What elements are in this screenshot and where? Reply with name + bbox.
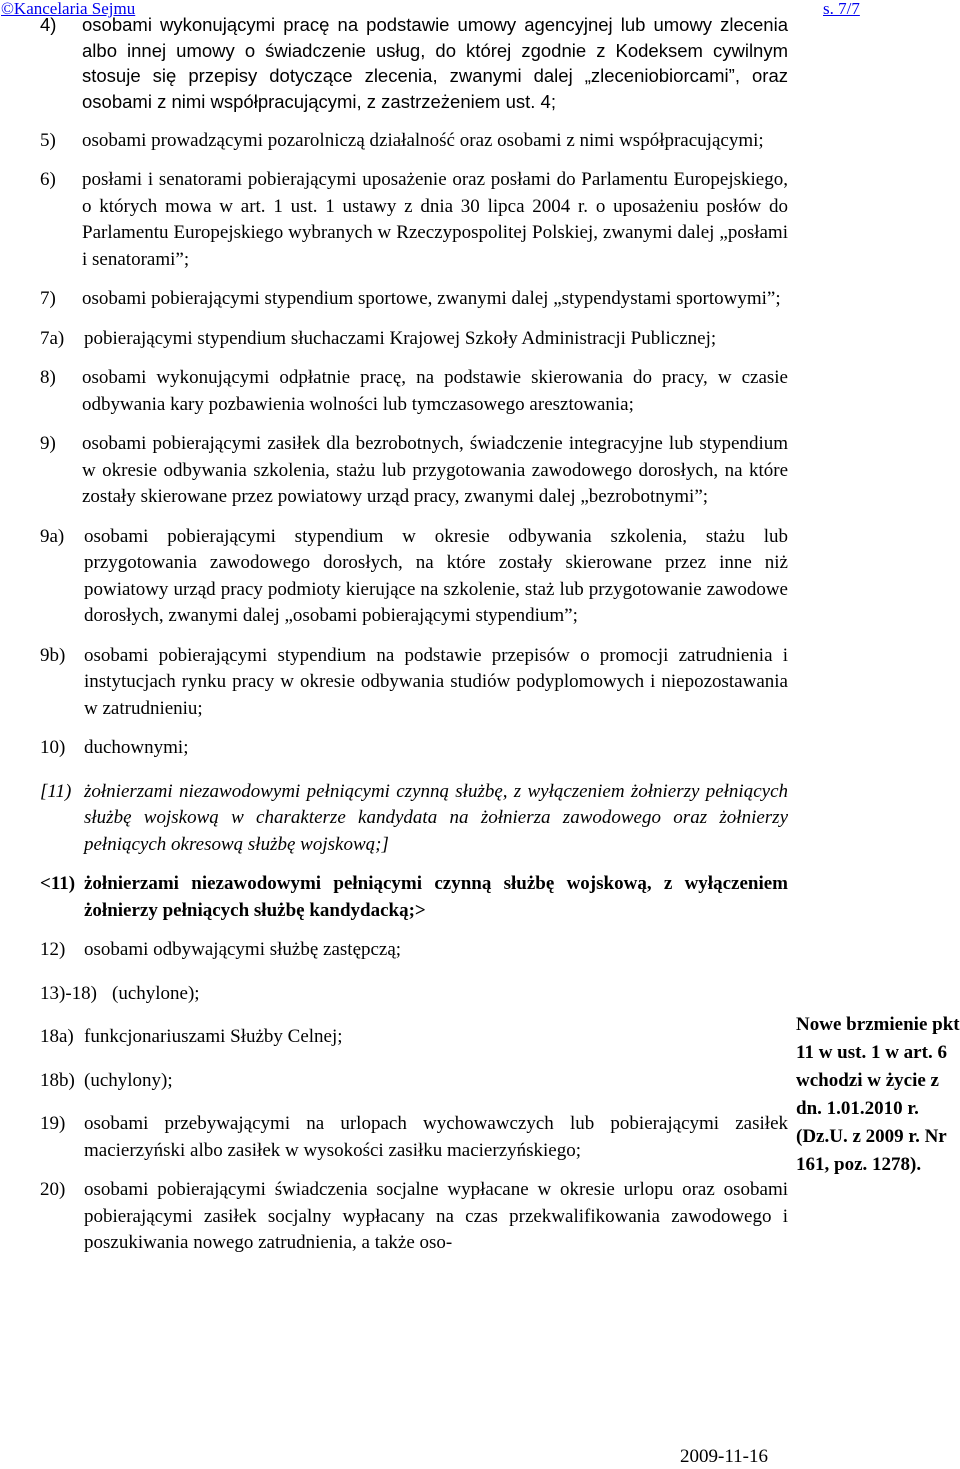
list-item-7a	[40, 326, 788, 353]
list-item-18b	[40, 1068, 788, 1095]
list-item-8	[40, 365, 788, 418]
item-number: 13)-18)	[40, 982, 97, 1004]
amendment-side-note: Nowe brzmienie pkt 11 w ust. 1 w art. 6 wchodzi w życie z dn. 1.01.2010 r. (Dz.U. z 2009 r. Nr 161, poz. 1278).	[796, 1014, 960, 1175]
footer-date: 2009-11-16	[680, 1446, 768, 1467]
list-item-9b	[40, 643, 788, 723]
item-number: 18b)	[40, 1069, 75, 1091]
header-publisher-link[interactable]: ©Kancelaria Sejmu	[1, 0, 136, 18]
item-text: (uchylone);	[112, 982, 200, 1004]
item-text: osobami prowadzącymi pozarolniczą działalność oraz osobami z nimi współpracującymi;	[82, 129, 764, 151]
item-number: 4)	[40, 14, 57, 35]
item-number: <11)	[40, 873, 76, 895]
item-number: 20)	[40, 1179, 66, 1201]
item-text: żołnierzami niezawodowymi pełniącymi czynną służbę wojskową, z wyłączeniem żołnierzy pełniących służbę kandydacką;>	[84, 873, 788, 921]
list-item-13-18	[40, 981, 788, 1008]
item-number: 9a)	[40, 525, 65, 547]
list-item-18a	[40, 1024, 788, 1051]
item-number: 12)	[40, 939, 66, 961]
item-number: 5)	[40, 129, 56, 151]
list-item-4	[40, 12, 788, 115]
item-text: osobami przebywającymi na urlopach wychowawczych lub pobierającymi zasiłek macierzyński albo zasiłek w wysokości zasiłku macierzyńskiego;	[84, 1113, 788, 1161]
header-page-number-link[interactable]: s. 7/7	[823, 0, 860, 18]
list-item-7	[40, 286, 788, 313]
item-number: [11)	[40, 780, 72, 802]
item-number: 8)	[40, 367, 56, 389]
list-item-11-old	[40, 779, 788, 859]
item-number: 6)	[40, 169, 56, 191]
item-number: 7a)	[40, 327, 65, 349]
list-item-10	[40, 735, 788, 762]
item-number: 9b)	[40, 644, 66, 666]
item-text: osobami wykonującymi odpłatnie pracę, na podstawie skierowania do pracy, w czasie odbywania kary pozbawienia wolności lub tymczasowego aresztowania;	[82, 367, 788, 415]
list-item-20	[40, 1177, 788, 1257]
item-text: duchownymi;	[84, 737, 189, 759]
item-text: osobami pobierającymi świadczenia socjalne wypłacane w okresie urlopu oraz osobami pobierającymi zasiłek socjalny wypłacany na czas przekwalifikowania zawodowego i poszukiwania nowego zatrudnienia, a także oso-	[84, 1179, 788, 1254]
item-text: osobami pobierającymi zasiłek dla bezrobotnych, świadczenie integracyjne lub stypendium w okresie odbywania szkolenia, stażu lub przygotowania zawodowego dorosłych, na które zostały skierowane przez powiatowy urząd pracy, zwanymi dalej „bezrobotnymi”;	[82, 433, 788, 508]
list-item-9	[40, 431, 788, 511]
item-number: 7)	[40, 288, 56, 310]
item-text: osobami wykonującymi pracę na podstawie umowy agencyjnej lub umowy zlecenia albo innej umowy o świadczenie usług, do której zgodnie z Kodeksem cywilnym stosuje się przepisy dotyczące zlecenia, zwanymi dalej „zleceniobiorcami”, oraz osobami z nimi współpracującymi, z zastrzeżeniem ust. 4;	[82, 14, 788, 113]
list-item-5	[40, 128, 788, 155]
item-text: pobierającymi stypendium słuchaczami Krajowej Szkoły Administracji Publicznej;	[84, 327, 717, 349]
list-item-11-new	[40, 871, 788, 924]
item-text: osobami pobierającymi stypendium sportowe, zwanymi dalej „stypendystami sportowymi”;	[82, 288, 781, 310]
item-number: 19)	[40, 1113, 66, 1135]
item-text: osobami pobierającymi stypendium na podstawie przepisów o promocji zatrudnienia i instytucjach rynku pracy w okresie odbywania studiów podyplomowych i niepozostawania w zatrudnieniu;	[84, 644, 788, 719]
item-text: żołnierzami niezawodowymi pełniącymi czynną służbę, z wyłączeniem żołnierzy pełniących służbę wojskową w charakterze kandydata na żołnierza zawodowego oraz żołnierzy pełniących okresową służbę wojskową;]	[84, 780, 788, 855]
provision-list	[40, 12, 788, 1270]
list-item-19	[40, 1111, 788, 1164]
list-item-9a	[40, 524, 788, 630]
item-text: funkcjonariuszami Służby Celnej;	[84, 1026, 343, 1048]
item-number: 18a)	[40, 1026, 74, 1048]
item-text: (uchylony);	[84, 1069, 173, 1091]
item-number: 10)	[40, 737, 66, 759]
item-number: 9)	[40, 433, 56, 455]
list-item-12	[40, 937, 788, 964]
list-item-6	[40, 167, 788, 273]
item-text: osobami pobierającymi stypendium w okresie odbywania szkolenia, stażu lub przygotowania zawodowego dorosłych, na które zostały skierowane przez inne niż powiatowy urząd pracy podmioty kierujące na szkolenie, staż lub przygotowanie zawodowe dorosłych, zwanymi dalej „osobami pobierającymi stypendium”;	[84, 525, 788, 627]
item-text: osobami odbywającymi służbę zastępczą;	[84, 939, 402, 961]
item-text: posłami i senatorami pobierającymi uposażenie oraz posłami do Parlamentu Europejskiego, o których mowa w art. 1 ust. 1 ustawy z dnia 30 lipca 2004 r. o uposażeniu posłów do Parlamentu Europejskiego wybranych w Rzeczypospolitej Polskiej, zwanymi dalej „posłami i senatorami”;	[82, 169, 788, 270]
